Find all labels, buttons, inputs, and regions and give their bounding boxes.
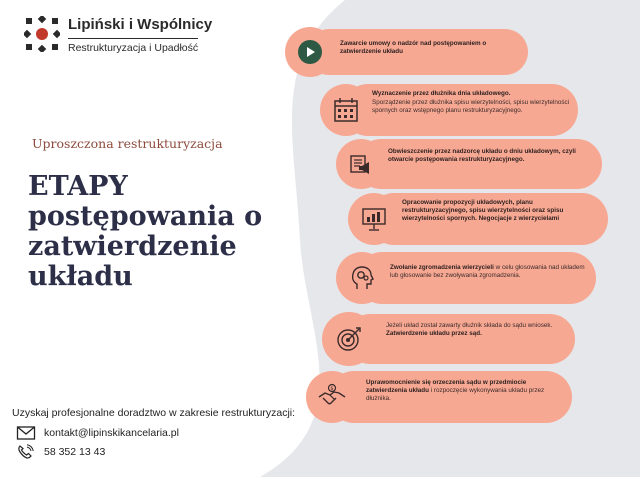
brand-tagline: Restrukturyzacja i Upadłość [68, 38, 198, 54]
step-2-icon-wrap [320, 84, 372, 136]
head-gears-icon [348, 264, 376, 292]
phone-contact[interactable] [16, 443, 105, 461]
title-line: ETAPY [28, 171, 128, 202]
step-2-bold: Wyznaczenie przez dłużnika dnia układowego. [372, 90, 511, 97]
step-2-text [372, 90, 572, 115]
announcement-icon [347, 150, 375, 178]
target-icon [335, 325, 363, 353]
envelope-icon [16, 425, 36, 441]
email-contact[interactable] [16, 424, 179, 442]
step-3-icon-wrap [336, 139, 386, 189]
calendar-icon [332, 96, 360, 124]
step-4-icon-wrap [348, 193, 400, 245]
brand-logo[interactable] [24, 12, 264, 58]
step-5-bold: Zwołanie zgromadzenia wierzycieli [390, 264, 494, 271]
chart-presentation-icon [360, 205, 388, 233]
play-icon [297, 39, 323, 65]
page-subtitle: Uproszczona restrukturyzacja [32, 136, 223, 151]
phone-number[interactable]: 58 352 13 43 [44, 446, 106, 458]
step-1-text [340, 40, 520, 56]
step-4-bold: Opracowanie propozycji układowych, planu restrukturyzacyjnego, spisu wierzytelności oraz spisu wierzytelności spornych. Negocjacje z wierzycielami [402, 199, 564, 222]
step-3-text [388, 148, 594, 164]
step-4-text [402, 199, 598, 223]
contact-cta: Uzyskaj profesjonalne doradztwo w zakresie restrukturyzacji: [12, 407, 296, 419]
step-5-text [390, 264, 588, 280]
step-1-bold: Zawarcie umowy o nadzór nad postępowaniem o zatwierdzenie układu [340, 40, 487, 55]
step-7-bold: Uprawomocnienie się orzeczenia sądu w przedmiocie zatwierdzenia układu [366, 379, 527, 394]
brand-name: Lipiński i Wspólnicy [68, 16, 213, 33]
step-7-text [366, 379, 562, 403]
logo-mark-icon [24, 16, 60, 52]
step-7-icon-wrap [306, 371, 358, 423]
title-line: postępowania o [28, 201, 263, 232]
handshake-icon [317, 383, 347, 411]
page-title [28, 172, 262, 292]
step-2-normal: Sporządzenie przez dłużnika spisu wierzytelności, spisu wierzytelności spornych oraz wstępnego planu restrukturyzacyjnego. [372, 99, 570, 114]
step-3-bold: Obwieszczenie przez nadzorcę układu o dniu układowym, czyli otwarcie postępowania restrukturyzacyjnego. [388, 148, 576, 163]
step-5-normal: w celu głosowania nad układem lub głosowanie bez zwoływania zgromadzenia. [390, 264, 585, 279]
svg-text:$: $ [330, 386, 334, 392]
step-6-icon-wrap [322, 312, 376, 366]
title-line: układu [28, 261, 133, 292]
step-1-icon-wrap [285, 27, 335, 77]
step-6-text [386, 322, 568, 338]
step-7-normal: i rozpoczęcie wykonywania układu przez dłużnika. [366, 387, 545, 402]
step-6-normal: Jeżeli układ został zawarty dłużnik składa do sądu wniosek. [386, 322, 553, 329]
step-3-pill [356, 139, 602, 189]
phone-icon [16, 444, 36, 460]
step-5-icon-wrap [336, 252, 388, 304]
title-line: zatwierdzenie [28, 231, 237, 262]
email-link[interactable]: kontakt@lipinskikancelaria.pl [44, 427, 179, 439]
step-6-bold: Zatwierdzenie układu przez sąd. [386, 330, 482, 337]
